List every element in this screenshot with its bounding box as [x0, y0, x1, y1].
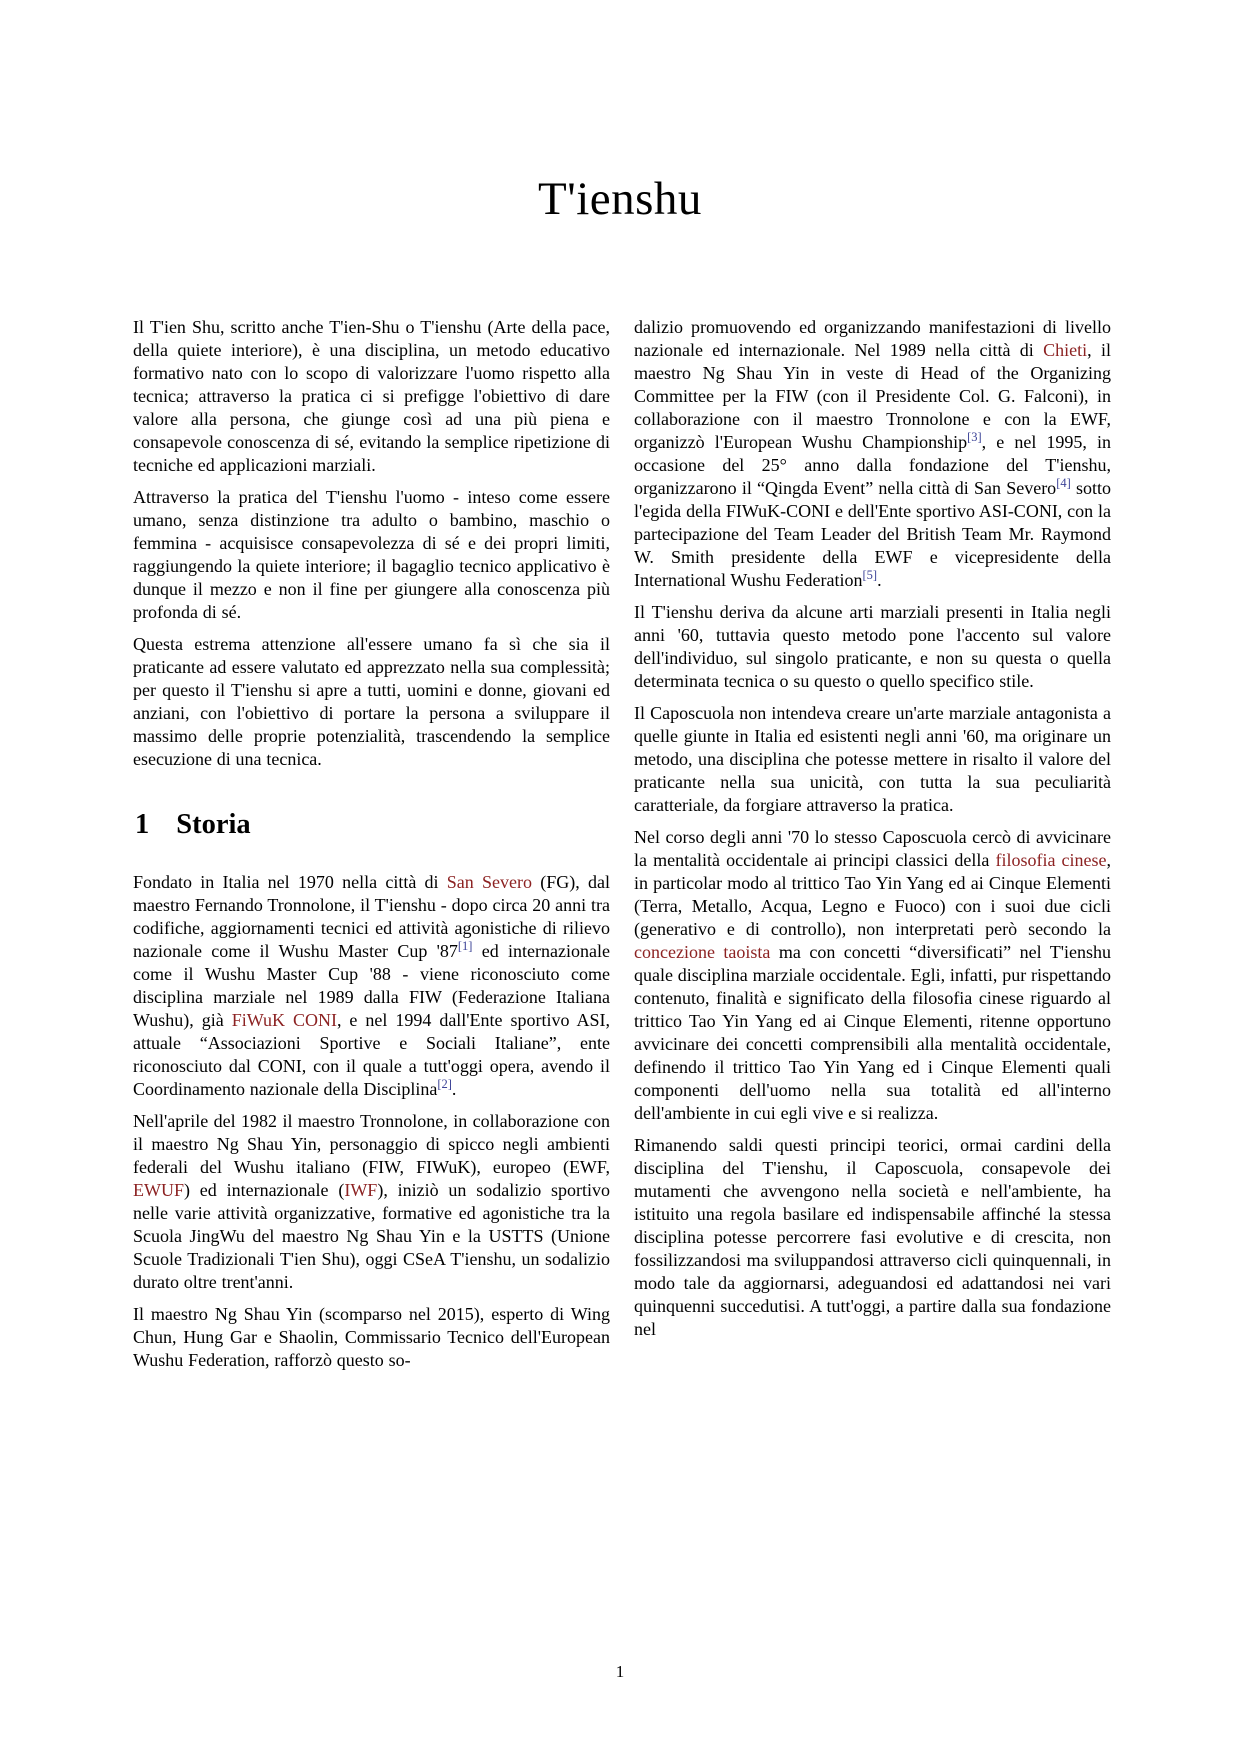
page-title: T'ienshu [538, 173, 702, 225]
paragraph: Nell'aprile del 1982 il maestro Tronnolone, in collaborazione con il maestro Ng Shau Yin, personaggio di spicco negli ambienti federali del Wushu italiano (FIW, FIWuK), europeo (EWF, EWUF) ed internazionale (IWF), iniziò un sodalizio sportivo nelle varie attività organizzative, formative ed agonistiche tra la Scuola JingWu del maestro Ng Shau Yin e la USTTS (Unione Scuole Tradizionali T'ien Shu), oggi CSeA T'ienshu, un sodalizio durato oltre trent'anni. [133, 1111, 610, 1292]
section-heading [135, 809, 610, 841]
paragraph: Attraverso la pratica del T'ienshu l'uomo - inteso come essere umano, senza distinzione tra adulto o bambino, maschio o femmina - acquisisce consapevolezza di sé e dei propri limiti, raggiungendo la quiete interiore; il bagaglio tecnico applicativo è dunque il mezzo e non il fine per giungere alla conoscenza più profonda di sé. [133, 487, 610, 622]
paragraph: Il Caposcuola non intendeva creare un'arte marziale antagonista a quelle giunte in Italia ed esistenti negli anni '60, ma originare un metodo, una disciplina che potesse mettere in risalto il valore del praticante nella sua unicità, con tutta la sua peculiarità caratteriale, da forgiare attraverso la pratica. [634, 703, 1111, 815]
footnote-ref[interactable]: [4] [1056, 476, 1071, 490]
paragraph: Il T'ien Shu, scritto anche T'ien-Shu o T'ienshu (Arte della pace, della quiete interiore), è una disciplina, un metodo educativo formativo nato con lo scopo di valorizzare l'uomo rispetto alla tecnica; attraverso la pratica ci si prefigge l'obiettivo di dare valore alla persona, che giunge così ad una più piena e consapevole conoscenza di sé, evitando la semplice ripetizione di tecniche ed applicazioni marziali. [133, 317, 610, 475]
section-label: Storia [176, 809, 251, 840]
paragraph: dalizio promuovendo ed organizzando manifestazioni di livello nazionale ed internazionale. Nel 1989 nella città di Chieti, il maestro Ng Shau Yin in veste di Head of the Organizing Committee per la FIW (con il Presidente Col. G. Falconi), in collaborazione con il maestro Tronnolone e con la EWF, organizzò l'European Wushu Championship[3], e nel 1995, in occasione del 25° anno dalla fondazione del T'ienshu, organizzarono il “Qingda Event” nella città di San Severo[4] sotto l'egida della FIWuK-CONI e dell'Ente sportivo ASI-CONI, con la partecipazione del Team Leader del British Team Mr. Raymond W. Smith presidente della EWF e vicepresidente della International Wushu Federation[5]. [634, 317, 1111, 590]
paragraph: Il maestro Ng Shau Yin (scomparso nel 2015), esperto di Wing Chun, Hung Gar e Shaolin, Commissario Tecnico dell'European Wushu Federation, rafforzò questo so- [133, 1304, 610, 1370]
page-number: 1 [615, 1662, 625, 1681]
wiki-link[interactable]: Chieti [1043, 340, 1088, 360]
paragraph: Il T'ienshu deriva da alcune arti marziali presenti in Italia negli anni '60, tuttavia questo metodo pone l'accento sul valore dell'individuo, sul singolo praticante, e non su questa o quella determinata tecnica o su questo o quello specifico stile. [634, 602, 1111, 691]
paragraph: Nel corso degli anni '70 lo stesso Caposcuola cercò di avvicinare la mentalità occidentale ai principi classici della filosofia cinese, in particolar modo al trittico Tao Yin Yang ed ai Cinque Elementi (Terra, Metallo, Acqua, Legno e Fuoco) con i suoi due cicli (generativo e di controllo), non interpretati però secondo la concezione taoista ma con concetti “diversificati” nel T'ienshu quale disciplina marziale occidentale. Egli, infatti, pur rispettando contenuto, finalità e significato della filosofia cinese riguardo al trittico Tao Yin Yang ed ai Cinque Elementi, ritenne opportuno avvicinare dei concetti comprensibili alla mentalità occidentale, definendo il trittico Tao Yin Yang ed i Cinque Elementi quali componenti dell'uomo nella sua totalità ed all'interno dell'ambiente in cui egli vive e si realizza. [634, 827, 1112, 1123]
wiki-link[interactable]: FiWuK CONI [231, 1010, 337, 1030]
footnote-ref[interactable]: [2] [437, 1077, 452, 1091]
section-number: 1 [135, 809, 150, 840]
footnote-ref[interactable]: [1] [457, 939, 473, 953]
left-column [133, 316, 610, 1381]
two-column-layout [133, 316, 1111, 1381]
wiki-link[interactable]: IWF [344, 1180, 378, 1200]
footnote-ref[interactable]: [5] [862, 568, 878, 582]
page-footer [0, 1662, 1240, 1682]
wiki-link[interactable]: concezione taoista [634, 942, 771, 962]
paragraph: Questa estrema attenzione all'essere umano fa sì che sia il praticante ad essere valutato ed apprezzato nella sua complessità; per questo il T'ienshu si apre a tutti, uomini e donne, giovani ed anziani, con l'obiettivo di portare la persona a sviluppare il massimo delle proprie potenzialità, trascendendo la semplice esecuzione di una tecnica. [133, 634, 610, 769]
paragraph: Fondato in Italia nel 1970 nella città di San Severo (FG), dal maestro Fernando Tronnolone, il T'ienshu - dopo circa 20 anni tra codifiche, aggiornamenti tecnici ed attività agonistiche di rilievo nazionale come il Wushu Master Cup '87[1] ed internazionale come il Wushu Master Cup '88 - viene riconosciuto come disciplina marziale nel 1989 dalla FIW (Federazione Italiana Wushu), già FiWuK CONI, e nel 1994 dall'Ente sportivo ASI, attuale “Associazioni Sportive e Sociali Italiane”, ente riconosciuto dal CONI, con il quale a tutt'oggi opera, avendo il Coordinamento nazionale della Disciplina[2]. [133, 872, 610, 1099]
wiki-link[interactable]: San Severo [446, 872, 533, 892]
wiki-link[interactable]: filosofia cinese [995, 850, 1107, 870]
paragraph: Rimanendo saldi questi principi teorici, ormai cardini della disciplina del T'ienshu, il Caposcuola, consapevole dei mutamenti che avvengono nella società e nell'ambiente, ha istituito una regola basilare ed indispensabile affinché la stessa disciplina potesse percorrere fasi evolutive e di crescita, non fossilizzandosi ma sviluppandosi attraverso cicli quinquennali, in modo tale da aggiornarsi, adeguandosi ed adattandosi nei vari quinquenni succedutisi. A tutt'oggi, a partire dalla sua fondazione nel [634, 1135, 1111, 1339]
wiki-link[interactable]: EWUF [133, 1180, 184, 1200]
right-column [634, 316, 1111, 1381]
footnote-ref[interactable]: [3] [967, 430, 982, 444]
